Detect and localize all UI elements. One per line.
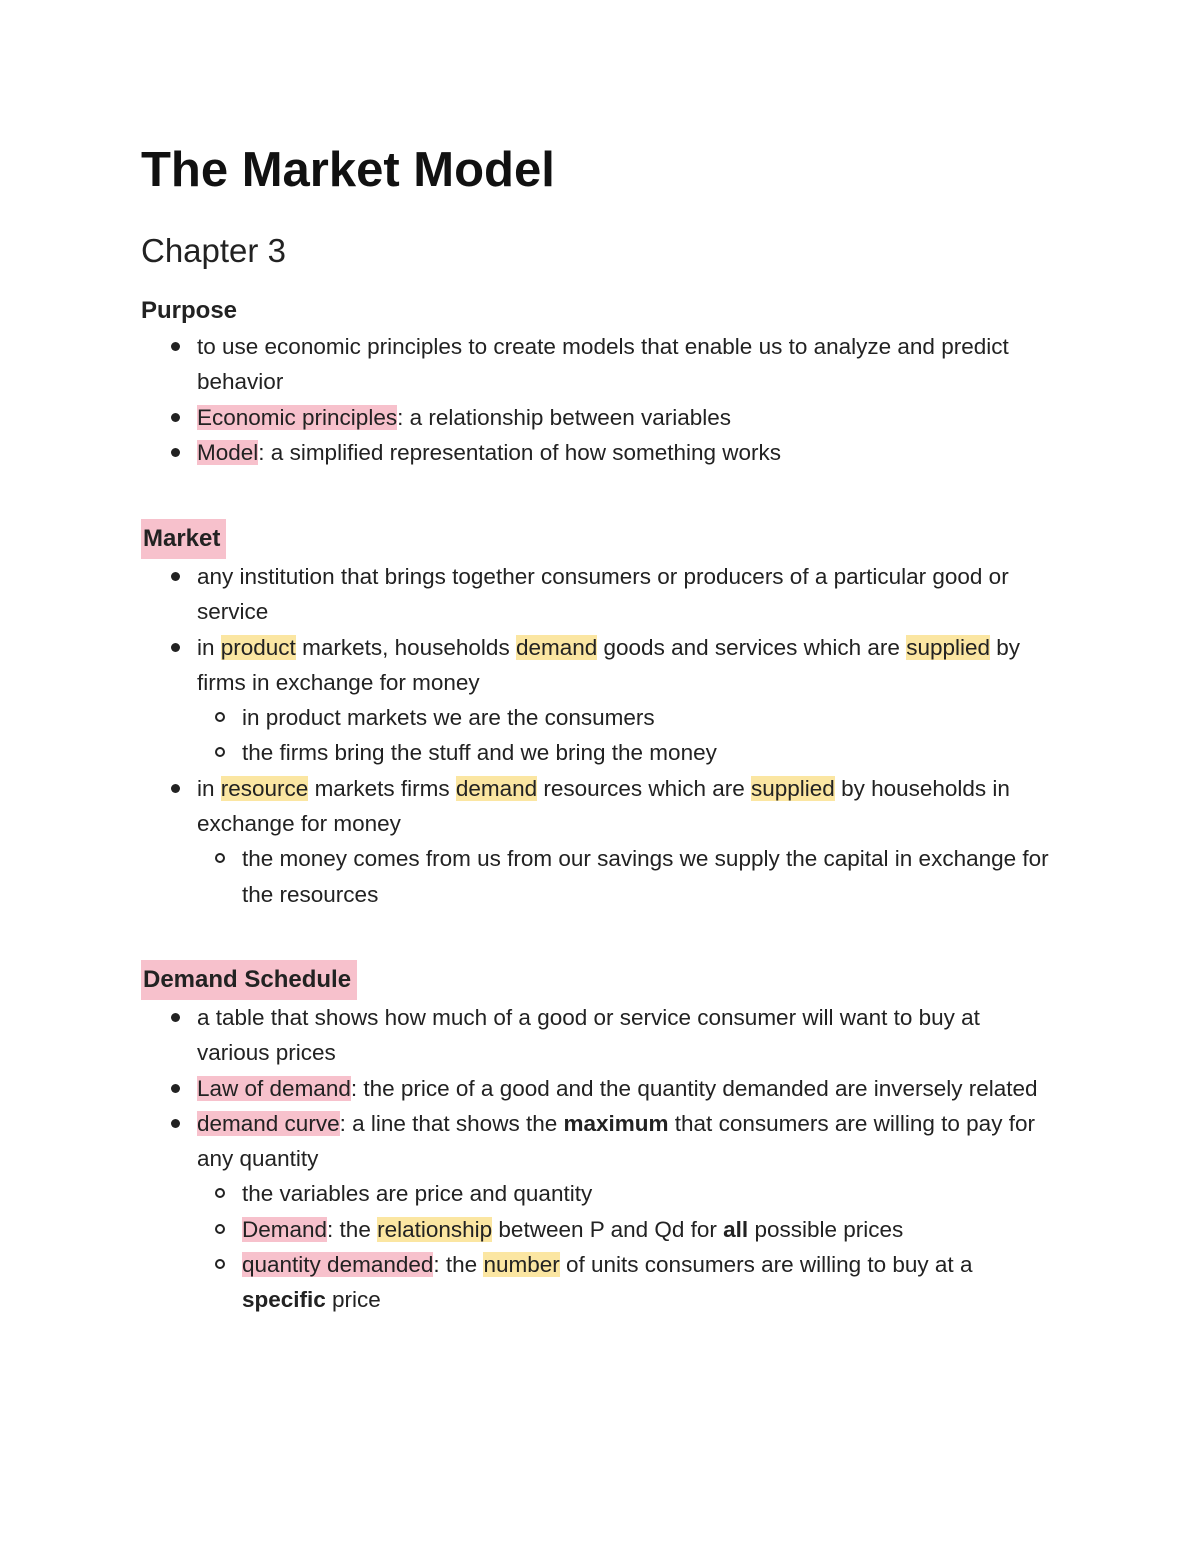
item-text: to use economic principles to create models that enable us to analyze and predict behavior [197,334,1009,395]
hollow-bullet-icon [215,1188,225,1198]
item-text: : a simplified representation of how something works [258,439,782,465]
list-item [0,400,1057,435]
highlighted-term: supplied [906,634,991,660]
hollow-bullet-icon [215,712,225,722]
sub-list-item [0,700,1057,735]
item-text: in [197,775,221,801]
market-heading: Market [141,519,226,559]
bold-text: specific [242,1287,326,1313]
list-item [0,1106,1057,1177]
sub-list-item [0,735,1057,770]
hollow-bullet-icon [215,747,225,757]
item-text: that consumers are willing to pay for any quantity [197,1110,1035,1172]
bullet-icon [171,448,180,457]
item-text: the firms bring the stuff and we bring the money [242,740,717,766]
hollow-bullet-icon [215,853,225,863]
highlighted-term: relationship [377,1216,493,1242]
item-text: of units consumers are willing to buy at a [559,1252,973,1278]
bold-text: all [723,1216,749,1242]
highlighted-term: Model [197,439,259,465]
bullet-icon [171,413,180,422]
list-item [0,435,1057,470]
list-item [0,1000,1057,1071]
item-text: : the price of a good and the quantity demanded are inversely related [350,1075,1038,1101]
item-text: markets firms [308,775,456,801]
item-text: : the [433,1252,484,1278]
sub-list-item [0,1247,1057,1318]
hollow-bullet-icon [215,1224,225,1234]
purpose-heading: Purpose [141,297,238,324]
list-item [0,329,1057,400]
demand-schedule-list [0,1000,1057,1318]
bullet-icon [171,572,180,581]
highlighted-term: Economic principles [197,404,398,430]
item-text: markets, households [295,634,516,660]
item-text: any institution that brings together consumers or producers of a particular good or service [197,564,1009,625]
bullet-icon [171,342,180,351]
item-text: the variables are price and quantity [242,1181,593,1207]
item-text: by households in exchange for money [197,775,1010,837]
bold-text: maximum [563,1110,669,1136]
list-item [0,559,1057,630]
list-item [0,630,1057,701]
item-text: between P and Qd for [492,1216,724,1242]
bullet-icon [171,643,180,652]
item-text: possible prices [748,1216,904,1242]
chapter-subtitle: Chapter 3 [141,232,286,269]
bullet-icon [171,784,180,793]
item-text: a table that shows how much of a good or service consumer will want to buy at various prices [197,1005,980,1066]
highlighted-term: demand [515,634,598,660]
item-text: goods and services which are [597,634,907,660]
purpose-list [0,329,1057,470]
sub-list-item [0,841,1057,912]
highlighted-term: quantity demanded [242,1252,434,1278]
list-item [0,771,1057,842]
list-item [0,1071,1057,1106]
page-title: The Market Model [141,143,555,197]
highlighted-term: Demand [242,1216,328,1242]
item-text: in product markets we are the consumers [242,705,655,731]
highlighted-term: demand curve [197,1110,340,1136]
bullet-icon [171,1084,180,1093]
bullet-icon [171,1119,180,1128]
highlighted-term: number [483,1252,560,1278]
item-text: resources which are [537,775,751,801]
highlighted-term: product [220,634,296,660]
item-text: in [197,634,221,660]
highlighted-term: resource [220,775,309,801]
item-text: : a relationship between variables [397,404,732,430]
item-text: the money comes from us from our savings we supply the capital in exchange for the resources [242,846,1049,907]
highlighted-term: supplied [750,775,835,801]
bullet-icon [171,1013,180,1022]
sub-list-item [0,1212,1057,1247]
hollow-bullet-icon [215,1259,225,1269]
demand-schedule-heading: Demand Schedule [141,960,357,1000]
market-list [0,559,1057,912]
highlighted-term: demand [455,775,538,801]
item-text: : the [327,1216,378,1242]
sub-list-item [0,1176,1057,1211]
highlighted-term: Law of demand [197,1075,351,1101]
item-text: by firms in exchange for money [197,634,1021,695]
item-text: : a line that shows the [339,1110,564,1136]
item-text: price [325,1287,381,1313]
